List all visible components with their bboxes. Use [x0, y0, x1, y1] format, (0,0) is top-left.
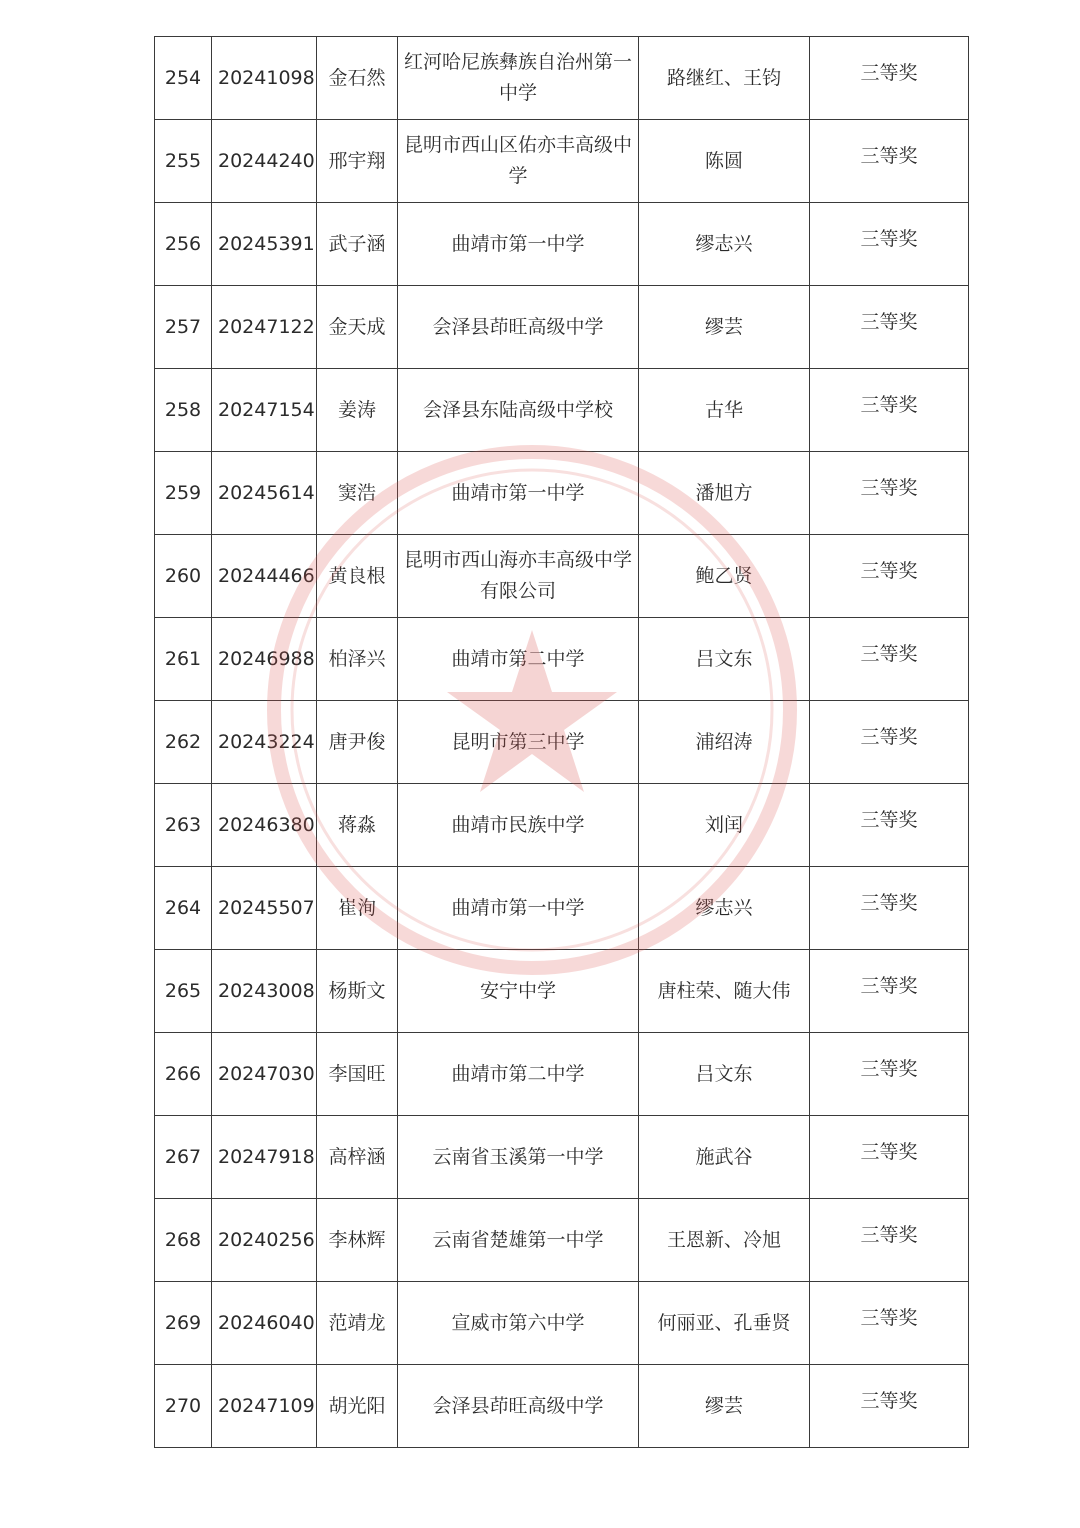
school-cell: 昆明市西山海亦丰高级中学有限公司: [398, 535, 639, 618]
teacher-cell: 刘闰: [639, 784, 810, 867]
school-cell: 会泽县东陆高级中学校: [398, 369, 639, 452]
rank-cell: 257: [155, 286, 212, 369]
name-cell: 金天成: [317, 286, 398, 369]
table-row: [155, 37, 969, 120]
school-cell: 曲靖市民族中学: [398, 784, 639, 867]
table-row: [155, 1199, 969, 1282]
teacher-cell: 陈圆: [639, 120, 810, 203]
school-cell: 昆明市第三中学: [398, 701, 639, 784]
award-cell: [810, 120, 969, 203]
table-row: [155, 286, 969, 369]
award-label: 三等奖: [860, 227, 918, 250]
school-cell: 会泽县茚旺高级中学: [398, 1365, 639, 1448]
award-label: 三等奖: [860, 559, 918, 582]
id-cell: 20247918: [212, 1116, 317, 1199]
school-cell: 曲靖市第一中学: [398, 867, 639, 950]
table-row: [155, 1116, 969, 1199]
id-cell: 20240256: [212, 1199, 317, 1282]
table-row: [155, 369, 969, 452]
teacher-cell: 吕文东: [639, 1033, 810, 1116]
school-cell: 云南省玉溪第一中学: [398, 1116, 639, 1199]
table-row: [155, 950, 969, 1033]
teacher-cell: 吕文东: [639, 618, 810, 701]
award-label: 三等奖: [860, 974, 918, 997]
id-cell: 20245507: [212, 867, 317, 950]
name-cell: 李林辉: [317, 1199, 398, 1282]
school-cell: 会泽县茚旺高级中学: [398, 286, 639, 369]
school-cell: 红河哈尼族彝族自治州第一中学: [398, 37, 639, 120]
rank-cell: 260: [155, 535, 212, 618]
id-cell: 20244240: [212, 120, 317, 203]
rank-cell: 254: [155, 37, 212, 120]
name-cell: 柏泽兴: [317, 618, 398, 701]
name-cell: 蒋淼: [317, 784, 398, 867]
award-label: 三等奖: [860, 891, 918, 914]
name-cell: 胡光阳: [317, 1365, 398, 1448]
table-row: [155, 1365, 969, 1448]
award-cell: [810, 618, 969, 701]
teacher-cell: 缪志兴: [639, 203, 810, 286]
table-row: [155, 618, 969, 701]
award-label: 三等奖: [860, 476, 918, 499]
award-label: 三等奖: [860, 642, 918, 665]
award-cell: [810, 1116, 969, 1199]
table-row: [155, 203, 969, 286]
results-table: [154, 36, 969, 1448]
award-cell: [810, 784, 969, 867]
id-cell: 20246988: [212, 618, 317, 701]
award-label: 三等奖: [860, 393, 918, 416]
name-cell: 范靖龙: [317, 1282, 398, 1365]
award-cell: [810, 867, 969, 950]
school-cell: 曲靖市第二中学: [398, 618, 639, 701]
award-cell: [810, 203, 969, 286]
school-cell: 宣威市第六中学: [398, 1282, 639, 1365]
rank-cell: 265: [155, 950, 212, 1033]
award-cell: [810, 950, 969, 1033]
teacher-cell: 缪芸: [639, 1365, 810, 1448]
award-cell: [810, 37, 969, 120]
rank-cell: 256: [155, 203, 212, 286]
name-cell: 李国旺: [317, 1033, 398, 1116]
award-label: 三等奖: [860, 725, 918, 748]
name-cell: 邢宇翔: [317, 120, 398, 203]
id-cell: 20245391: [212, 203, 317, 286]
school-cell: 昆明市西山区佑亦丰高级中学: [398, 120, 639, 203]
id-cell: 20243008: [212, 950, 317, 1033]
rank-cell: 258: [155, 369, 212, 452]
rank-cell: 267: [155, 1116, 212, 1199]
rank-cell: 269: [155, 1282, 212, 1365]
award-label: 三等奖: [860, 1389, 918, 1412]
id-cell: 20247109: [212, 1365, 317, 1448]
rank-cell: 261: [155, 618, 212, 701]
award-cell: [810, 1365, 969, 1448]
award-cell: [810, 1282, 969, 1365]
id-cell: 20241098: [212, 37, 317, 120]
rank-cell: 262: [155, 701, 212, 784]
teacher-cell: 施武谷: [639, 1116, 810, 1199]
award-cell: [810, 369, 969, 452]
name-cell: 高梓涵: [317, 1116, 398, 1199]
name-cell: 窦浩: [317, 452, 398, 535]
results-table-body: [155, 37, 969, 1448]
id-cell: 20246380: [212, 784, 317, 867]
school-cell: 曲靖市第二中学: [398, 1033, 639, 1116]
id-cell: 20244466: [212, 535, 317, 618]
award-cell: [810, 452, 969, 535]
table-row: [155, 1033, 969, 1116]
id-cell: 20247154: [212, 369, 317, 452]
name-cell: 唐尹俊: [317, 701, 398, 784]
rank-cell: 268: [155, 1199, 212, 1282]
teacher-cell: 潘旭方: [639, 452, 810, 535]
name-cell: 杨斯文: [317, 950, 398, 1033]
id-cell: 20247122: [212, 286, 317, 369]
id-cell: 20246040: [212, 1282, 317, 1365]
name-cell: 金石然: [317, 37, 398, 120]
table-row: [155, 867, 969, 950]
rank-cell: 255: [155, 120, 212, 203]
teacher-cell: 鲍乙贤: [639, 535, 810, 618]
award-cell: [810, 286, 969, 369]
school-cell: 曲靖市第一中学: [398, 203, 639, 286]
teacher-cell: 王恩新、冷旭: [639, 1199, 810, 1282]
school-cell: 曲靖市第一中学: [398, 452, 639, 535]
name-cell: 黄良根: [317, 535, 398, 618]
name-cell: 姜涛: [317, 369, 398, 452]
award-label: 三等奖: [860, 1057, 918, 1080]
table-row: [155, 1282, 969, 1365]
teacher-cell: 缪志兴: [639, 867, 810, 950]
teacher-cell: 何丽亚、孔垂贤: [639, 1282, 810, 1365]
award-label: 三等奖: [860, 1223, 918, 1246]
rank-cell: 263: [155, 784, 212, 867]
award-label: 三等奖: [860, 1140, 918, 1163]
rank-cell: 259: [155, 452, 212, 535]
table-row: [155, 452, 969, 535]
award-cell: [810, 535, 969, 618]
award-cell: [810, 701, 969, 784]
name-cell: 武子涵: [317, 203, 398, 286]
id-cell: 20243224: [212, 701, 317, 784]
id-cell: 20245614: [212, 452, 317, 535]
teacher-cell: 浦绍涛: [639, 701, 810, 784]
award-label: 三等奖: [860, 310, 918, 333]
teacher-cell: 唐柱荣、随大伟: [639, 950, 810, 1033]
name-cell: 崔洵: [317, 867, 398, 950]
table-row: [155, 535, 969, 618]
rank-cell: 264: [155, 867, 212, 950]
school-cell: 云南省楚雄第一中学: [398, 1199, 639, 1282]
award-cell: [810, 1199, 969, 1282]
table-row: [155, 784, 969, 867]
rank-cell: 266: [155, 1033, 212, 1116]
id-cell: 20247030: [212, 1033, 317, 1116]
school-cell: 安宁中学: [398, 950, 639, 1033]
teacher-cell: 路继红、王钧: [639, 37, 810, 120]
rank-cell: 270: [155, 1365, 212, 1448]
teacher-cell: 古华: [639, 369, 810, 452]
award-label: 三等奖: [860, 1306, 918, 1329]
award-label: 三等奖: [860, 144, 918, 167]
teacher-cell: 缪芸: [639, 286, 810, 369]
table-row: [155, 120, 969, 203]
table-row: [155, 701, 969, 784]
award-label: 三等奖: [860, 61, 918, 84]
award-label: 三等奖: [860, 808, 918, 831]
award-cell: [810, 1033, 969, 1116]
